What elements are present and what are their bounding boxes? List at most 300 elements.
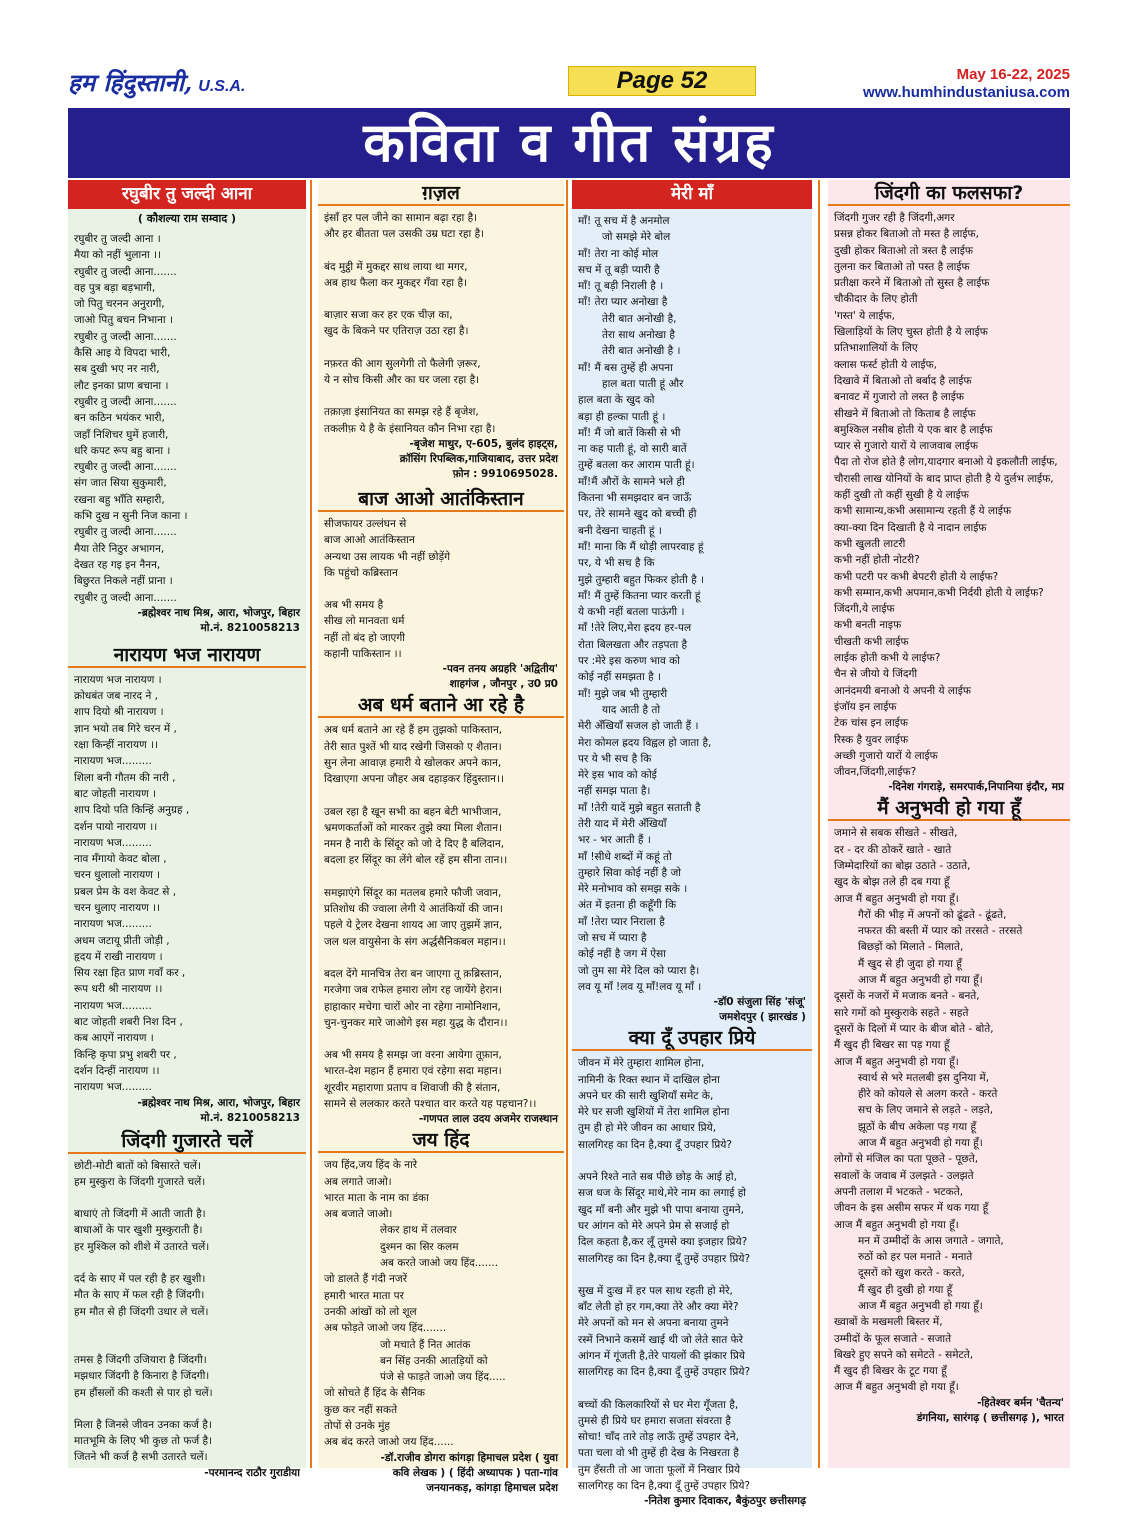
poem-line: जीवन में मेरे तुम्हारा शामिल होना, — [578, 1057, 705, 1070]
poem-line: जय हिंद,जय हिंद के नारे — [324, 1159, 418, 1172]
poem-line: कभी सम्मान,कभी अपमान,कभी निर्दयी होती ये लाईफ? — [834, 586, 1044, 599]
poem-line: बाधाओं के पार खुशी मुस्कुराती है। — [74, 1224, 203, 1237]
poem-line: नारायण भज नारायण । — [74, 673, 162, 686]
poem-line: अब बंद करते जाओ जय हिंद...... — [324, 1436, 454, 1449]
poem-line: नाव मँगायो केवट बोला , — [74, 853, 167, 866]
poem-line: चीखती कभी लाईफ — [834, 635, 909, 648]
poem-line: बाज़ार सजा कर हर एक चीज़ का, — [324, 309, 453, 322]
poem-line: आज मैं बहुत अनुभवी हो गया हूँ। — [834, 892, 959, 905]
poem-line: बिखरे हुए सपने को समेटते - समेटते, — [834, 1348, 974, 1361]
column-4 — [828, 180, 1070, 1468]
poem-line: सीखने में बिताओ तो किताब है लाईफ — [834, 407, 976, 420]
poem-line: शाप दियो पति किन्हिं अनुग्रह , — [74, 804, 190, 817]
poem-line: नहीं तो बंद हो जाएगी — [324, 631, 405, 644]
poem-line: माँ! तू बड़ी निराली है । — [578, 280, 664, 293]
poem-line: मेरा कोमल ह्रदय विह्वल हो जाता है, — [578, 736, 712, 749]
poem-line: खुद के बिकने पर एतिराज़ उठा रहा है। — [324, 325, 469, 338]
poem-anubhavi — [828, 795, 1070, 1425]
poem-line: मेरे अपनों को मन से अपना बनाया तुमने — [578, 1317, 729, 1330]
poem-line: तेरी याद में मेरी अँखियाँ — [578, 817, 667, 830]
poem-line: बिछड़ों को मिलाते - मिलाते, — [858, 941, 964, 954]
poem-line: कहीं दुखी तो कहीं सुखी है ये लाईफ — [834, 489, 969, 502]
poem-line: बदला हर सिंदूर का लेंगे बोल रहें हम सीना तान।। — [324, 854, 508, 867]
poem-line — [324, 869, 560, 885]
poem-line — [578, 1267, 808, 1283]
poem-line: तुम ही हो मेरे जीवन का आधार प्रिये, — [578, 1122, 717, 1135]
poem-line: चरन धुलालो नारायण । — [74, 869, 161, 882]
poem-lines — [68, 668, 306, 1096]
poem-zindagi-gujarate — [68, 1128, 306, 1481]
poem-line: मातभूमि के लिए भी कुछ तो फर्ज है। — [74, 1435, 213, 1448]
poem-line: सुन लेना आवाज़ हमारी ये खोलकर अपने कान, — [324, 756, 502, 769]
poem-line: दूसरों के नजरों में मजाक बनते - बनते, — [834, 990, 980, 1003]
brand-name: हम हिंदुस्तानी, — [68, 68, 193, 97]
poem-line: कितना भी समझदार बन जाऊँ — [578, 492, 692, 505]
poem-line: बमुश्किल नसीब होती ये एक बार है लाईफ — [834, 423, 993, 436]
poem-line: जल थल वायुसेना के संग अर्द्धसैनिकबल महान।। — [324, 935, 506, 948]
poem-line — [324, 581, 560, 597]
column-divider — [310, 180, 312, 1468]
poem-line: जो मचाते हैं नित आतंक — [380, 1338, 471, 1351]
poem-line: सवालों के जवाब में उलझते - उलझते — [834, 1169, 974, 1182]
poem-line: रूप धरी श्री नारायण ।। — [74, 983, 163, 996]
poem-line: मेरी अँखियाँ सजल हो जाती हैं । — [578, 720, 699, 733]
poem-line: शूरवीर महाराणा प्रताप व शिवाजी की है संतान, — [324, 1081, 501, 1094]
poem-line: मेरे घर सजी खुशियों में तेरा शामिल होना — [578, 1106, 730, 1119]
poem-line: रोता बिलखता और तड़पता है — [578, 638, 688, 651]
poem-line — [324, 340, 560, 356]
poem-narayan — [68, 642, 306, 1126]
poem-line: बन सिंह उनकी आतड़ियों को — [380, 1354, 488, 1367]
poem-line: लाईक होती कभी ये लाईफ? — [834, 652, 941, 665]
poem-credit-address: कवि लेखक ) ( हिंदी अध्यापक ) पता-गांव — [392, 1466, 558, 1479]
poem-line: उनकी आंखों को लो शूल — [324, 1305, 417, 1318]
poem-line: बिछुरत निकले नहीं प्राना । — [74, 575, 173, 588]
poem-lines — [318, 206, 564, 437]
poem-line: भर - भर आती हैं । — [578, 834, 651, 847]
poem-credit: -ब्रह्मेश्वर नाथ मिश्र, आरा, भोजपुर, बिहार — [137, 1096, 300, 1109]
poem-line: दर्द के साए में पल रही है हर खुशी। — [74, 1273, 206, 1286]
poem-line: तुम्हारे सिवा कोई नहीं है जो — [578, 866, 681, 879]
poem-line: 'गस्त' ये लाईफ, — [834, 309, 895, 322]
poem-line: अंत में इतना ही कहूँगी कि — [578, 899, 677, 912]
poem-raghubir — [68, 180, 306, 636]
poem-line: तुम हँसती तो आ जाता फूलों में निखार प्रिये — [578, 1463, 741, 1476]
poem-line: भारत-देश महान हैं हमारा एवं रहेगा सदा महान। — [324, 1065, 502, 1078]
poem-line: दुखी होकर बिताओ तो त्रस्त है लाईफ — [834, 244, 973, 257]
poem-title: बाज आओ आतंकिस्तान — [318, 486, 564, 512]
poem-credit: -ब्रह्मेश्वर नाथ मिश्र, आरा, भोजपुर, बिहार — [137, 606, 300, 619]
poem-line: अब भी समय है — [324, 599, 384, 612]
poem-title: अब धर्म बताने आ रहे है — [318, 692, 564, 718]
poem-credit-address: जनयानकड़, कांगड़ा हिमाचल प्रदेश — [426, 1481, 558, 1494]
poem-zindagi-falsafa — [828, 180, 1070, 795]
poem-line: दिखावे में बिताओ तो बर्बाद है लाईफ — [834, 374, 972, 387]
poem-line: सुख में दुःख में हर पल साथ रहती हो मेरे, — [578, 1284, 733, 1297]
poem-lines — [572, 209, 812, 995]
poem-credit: -पवन तनय अग्रहरि 'अद्वितीय' — [442, 663, 558, 676]
poem-line: सारे गमों को मुस्कुराके सहते - सहते — [834, 1006, 969, 1019]
poem-line: आज मैं बहुत अनुभवी हो गया हूँ। — [858, 974, 983, 987]
poem-line — [578, 1153, 808, 1169]
poem-line: अब हाथ फैला कर मुकद्दर गँवा रहा है। — [324, 276, 468, 289]
poem-line: हाहाकार मचेगा चारों ओर ना रहेगा नामोनिशान, — [324, 1000, 501, 1013]
poem-credit: -हितेश्वर बर्मन 'चैतन्य' — [977, 1396, 1064, 1409]
poem-credit: -दिनेश गंगराड़े, समरपार्क,निपानिया इंदौर, मप्र — [888, 781, 1064, 794]
poem-line: मेरे मनोभाव को समझ सके । — [578, 883, 688, 896]
poem-line: चुन-चुनकर मारे जाओगे इस महा युद्ध के दौरान।। — [324, 1016, 508, 1029]
brand-logo — [68, 66, 245, 99]
poem-line: प्रतिभाशालियों के लिए — [834, 342, 918, 355]
page-number-box: Page 52 — [568, 66, 756, 96]
poem-line: बड़ा ही हल्का पाती हूं । — [578, 410, 666, 423]
poem-line: कभी सामान्य,कभी असामान्य रहती हैं ये लाईफ — [834, 505, 1012, 518]
poem-line: ख्वाबों के मखमली बिस्तर में, — [834, 1316, 943, 1329]
poem-line: प्रसन्न होकर बिताओ तो मस्त है लाईफ, — [834, 228, 979, 241]
poem-line: माँ !तेरा प्यार निराला है — [578, 915, 665, 928]
poem-line: स्वार्थ से भरे मतलबी इस दुनिया में, — [858, 1071, 990, 1084]
poem-line: तेरी बात अनोखी है । — [602, 345, 681, 358]
poem-line: क्रोधबंत जब नारद ने , — [74, 690, 158, 703]
poem-line: कभी बनती नाइफ — [834, 619, 902, 632]
poem-line: सालगिरह का दिन है,क्या दूँ तुम्हें उपहार प्रिये? — [578, 1252, 751, 1265]
poem-line: मैं खुद से ही जुदा हो गया हूँ — [858, 957, 962, 970]
poem-line: भारत माता के नाम का डंका — [324, 1191, 429, 1204]
poem-line: नामिनी के रिक्त स्थान में दाखिल होना — [578, 1073, 720, 1086]
poem-line: सालगिरह का दिन है,क्या दूँ तुम्हें उपहार प्रिये? — [578, 1366, 751, 1379]
poem-line: रघुबीर तु जल्दी आना....... — [74, 461, 177, 474]
masthead — [68, 64, 1070, 102]
poem-line: माँ! मुझे जब भी तुम्हारी — [578, 687, 668, 700]
poem-line: नफ़रत की आग सुलगेगी तो फैलेगी ज़रूर, — [324, 357, 481, 370]
poem-lines — [572, 1051, 812, 1494]
column-3 — [572, 180, 812, 1508]
poem-line: तमस है जिंदगी उजियारा है जिंदगी। — [74, 1353, 207, 1366]
poem-jai-hind — [318, 1127, 564, 1495]
poem-line: रुठों को हर पल मनाते - मनाते — [858, 1251, 973, 1264]
poem-line: अधम जटायू प्रीती जोड़ी , — [74, 934, 170, 947]
poem-line: रस्में निभाने कसमें खाई थी जो लेते सात फेरे — [578, 1333, 743, 1346]
poem-line: माँ! मैं बस तुम्हें ही अपना — [578, 361, 673, 374]
poem-line: हम हौंसलों की कश्ती से पार हो चलें। — [74, 1386, 213, 1399]
poem-line: पंजे से फाड़ते जाओ जय हिंद..... — [380, 1371, 506, 1384]
poem-line: जो सच में प्यारा है — [578, 932, 647, 945]
poem-line: बाट जोहती नारायण । — [74, 787, 157, 800]
poem-line: अब लगाते जाओ। — [324, 1175, 392, 1188]
poem-line: हाल बता पाती हूं और — [602, 377, 684, 390]
poem-line: पर, तेरे सामने खुद को बच्ची ही — [578, 508, 697, 521]
poem-credit: -नितेश कुमार दिवाकर, बैकुंठपुर छत्तीसगढ़ — [644, 1495, 806, 1508]
poem-line: दूसरों को खुश करते - करते, — [858, 1267, 965, 1280]
poem-line: आनंदमयी बनाओ ये अपनी ये लाईफ — [834, 684, 971, 697]
poem-line: क्या-क्या दिन दिखाती है ये नादान लाईफ — [834, 521, 987, 534]
poem-credit: -डॉ.राजीव डोगरा कांगड़ा हिमाचल प्रदेश ( युवा — [380, 1451, 558, 1464]
poem-credit: -बृजेश माथुर, ए-605, बुलंद हाइट्स, — [409, 437, 558, 450]
poem-line: अब करते जाओ जय हिंद....... — [380, 1257, 499, 1270]
poem-baaj-aao — [318, 486, 564, 692]
poem-lines — [828, 206, 1070, 780]
poem-credit-phone: फ़ोन : 9910695028. — [452, 467, 558, 480]
poem-line: तेरा साथ अनोखा है — [602, 329, 675, 342]
issue-date: May 16-22, 2025 — [956, 66, 1070, 83]
poem-kya-doon-uphaar — [572, 1025, 812, 1509]
poem-line: माँ! माना कि मैं थोड़ी लापरवाह हूं — [578, 540, 704, 553]
poem-line: तुलना कर बिताओ तो पस्त है लाईफ — [834, 260, 970, 273]
poem-line: माँ! तू सच में है अनमोल — [578, 215, 670, 227]
poem-line: माँ! तेरा प्यार अनोखा है — [578, 296, 668, 309]
poem-line: इंजॉय इन लाईफ — [834, 700, 897, 713]
poem-line: बंद मुट्ठी में मुकद्दर साथ लाया था मगर, — [324, 260, 468, 273]
poem-line: मेरे इस भाव को कोई — [578, 769, 657, 782]
poem-line: सालगिरह का दिन है,क्या दूँ तुम्हें उपहार प्रिये? — [578, 1480, 751, 1493]
poem-line: अब फोड़ते जाओ जय हिंद....... — [324, 1322, 447, 1335]
poem-line — [324, 1031, 560, 1047]
poem-line: बाज आओ आतंकिस्तान — [324, 534, 415, 547]
poem-line: प्यार से गुजारो यारों ये लाजवाब लाईफ — [834, 440, 979, 453]
poem-line: शिला बनी गौतम की नारी , — [74, 771, 176, 784]
poem-line: कभी नहीं होती नोटरी? — [834, 554, 920, 567]
poem-line: रक्षा किन्हीं नारायण ।। — [74, 739, 158, 752]
poem-line: मैया को नहीं भुलाना ।। — [74, 249, 162, 262]
poem-line: कभी खुलती लाटरी — [834, 537, 906, 550]
poem-line: लौट इनका प्राण बचाना । — [74, 379, 169, 392]
poem-line: बाट जोहती शबरी निश दिन , — [74, 1016, 183, 1029]
poem-line: सच के लिए जमाने से लड़ते - लड़ते, — [858, 1104, 994, 1117]
poem-line — [324, 291, 560, 307]
poem-line: सामने से ललकार करते पश्चात वार करते यह पहचान?।। — [324, 1097, 537, 1110]
poem-title: जय हिंद — [318, 1127, 564, 1153]
poem-line: तक़ाज़ा इंसानियत का समझ रहे हैं बृजेश, — [324, 406, 479, 419]
poem-title: मैं अनुभवी हो गया हूँ — [828, 795, 1070, 821]
poem-line — [74, 1401, 302, 1417]
poem-line: रिस्क है युवर लाईफ — [834, 733, 909, 746]
poem-line: मुझे तुम्हारी बहुत फिकर होती है । — [578, 573, 704, 586]
poem-line: शाप दियो श्री नारायण । — [74, 706, 164, 719]
poem-line: हाल बता के खुद को — [578, 394, 655, 407]
poem-title: मेरी माँ — [572, 180, 812, 209]
poem-line: चौकीदार के लिए होती — [834, 293, 918, 306]
poem-line: तोपों से उनके मुंह — [324, 1420, 390, 1433]
poem-line: पता चला वो भी तुम्हें ही देख के निखरता है — [578, 1447, 739, 1460]
section-banner — [68, 108, 1070, 178]
poem-line — [74, 1190, 302, 1206]
poem-line: कैसि आइ ये विपदा भारी, — [74, 347, 171, 360]
poem-credit-address: शाहगंज , जौनपुर , उ0 प्र0 — [449, 678, 558, 691]
poem-title: जिंदगी गुजारते चलें — [68, 1128, 306, 1154]
poem-meri-maa — [572, 180, 812, 1025]
poem-line: सब दुखी भए नर नारी, — [74, 363, 160, 376]
poem-line: कुछ कर नहीं सकते — [324, 1403, 398, 1416]
poem-line: माँ !तेरी यादें मुझे बहुत सताती है — [578, 801, 701, 814]
column-1 — [68, 180, 306, 1479]
poem-line: पर ये भी सच है कि — [578, 752, 652, 765]
poem-line: कभी पटरी पर कभी बेपटरी होती ये लाईफ? — [834, 570, 999, 583]
poem-lines — [68, 1154, 306, 1466]
poem-line — [324, 788, 560, 804]
poem-line — [74, 1255, 302, 1271]
poem-line: नहीं समझ पाता है। — [578, 785, 651, 798]
poem-line: सच में तू बड़ी प्यारी है — [578, 263, 660, 276]
poem-line: सज धज के सिंदूर माथे,मेरे नाम का लगाई हो — [578, 1187, 747, 1200]
poem-line: सीजफायर उल्लंघन से — [324, 517, 407, 530]
poem-line: रघुबीर तु जल्दी आना....... — [74, 265, 177, 278]
poem-line: भ्रमणकर्ताओं को मारकर तुझे क्या मिला शैतान। — [324, 821, 503, 834]
poem-line — [74, 1320, 302, 1336]
poem-dharm-batane — [318, 692, 564, 1127]
poem-line: माँ !सीधे शब्दों में कहूं तो — [578, 850, 672, 863]
poem-credit-address: जमशेदपुर ( झारखंड ) — [719, 1011, 806, 1024]
poem-line: खुद माँ बनी और मुझे भी पापा बनाया तुमने, — [578, 1203, 744, 1216]
poem-subtitle: ( कौशल्या राम सम्वाद ) — [137, 212, 237, 225]
poem-line: तुम्हें बतला कर आराम पाती हूं। — [578, 459, 695, 472]
poem-line: घर आंगन को मेरे अपने प्रेम से सजाई हो — [578, 1219, 730, 1232]
poem-line: गरजेगा जब राफेल हमारा लोग रह जायेंगे हेरान। — [324, 984, 503, 997]
poem-line: सोचा! चाँद तारे तोड़ लाऊँ तुम्हें उपहार देने, — [578, 1431, 739, 1444]
poem-line: खिलाड़ियों के लिए चुस्त होती है ये लाईफ — [834, 326, 988, 339]
poem-line: मिला है जिनसे जीवन उनका कर्ज है। — [74, 1418, 212, 1431]
poem-line: सालगिरह का दिन है,क्या दूँ उपहार प्रिये? — [578, 1138, 732, 1151]
poem-line: नमन है नारी के सिंदूर को जो दे दिए है बलिदान, — [324, 838, 505, 851]
poem-line: दुश्मन का सिर कलम — [380, 1240, 459, 1253]
poem-line: संग जात सिया सुकुमारी, — [74, 477, 167, 490]
poem-line: जो सोचते हैं हिंद के सैनिक — [324, 1387, 425, 1400]
poem-line: ज्ञान भयो तब गिरे चरन में , — [74, 722, 177, 735]
poem-line: बाँट लेती हो हर गम,क्या तेरे और क्या मेरे? — [578, 1301, 739, 1314]
poem-line: तेरी सात पुश्तें भी याद रखेगी जिसको ए शैतान। — [324, 740, 502, 753]
poem-line: गैरों की भीड़ में अपनों को ढूंढते - ढूंढते, — [858, 908, 1007, 921]
poem-line: चरन धुलाए नारायण ।। — [74, 901, 161, 914]
poem-line: नारायण भज......... — [74, 755, 152, 768]
poem-line: जिम्मेदारियों का बोझ उठाते - उठाते, — [834, 859, 971, 872]
poem-line: हमारी भारत माता पर — [324, 1289, 404, 1302]
poem-line: पर :मेरे इस करुण भाव को — [578, 655, 680, 668]
poem-line: कोई नहीं है जग में ऐसा — [578, 948, 666, 961]
poem-line: लेकर हाथ में तलवार — [380, 1224, 457, 1237]
poem-line: नारायण भज......... — [74, 918, 152, 931]
poem-line: कि पहुंचो कब्रिस्तान — [324, 566, 398, 579]
poem-credit: -गणपत लाल उदय अजमेर राजस्थान — [418, 1113, 558, 1126]
poem-line: प्रतीक्षा करने में बिताओ तो सुस्त है लाईफ — [834, 277, 990, 290]
poem-credit: -परमानन्द राठौर गुराडीया — [204, 1466, 300, 1479]
poem-line: आंगन में गूंजती है,तेरे पायलों की झंकार प्रिये — [578, 1350, 745, 1362]
poem-line: बनी देखना चाहती हूं । — [578, 524, 662, 537]
poem-line: वह पुत्र बड़ा बड़भागी, — [74, 281, 156, 294]
poem-line: रघुबीर तु जल्दी आना । — [74, 233, 161, 245]
poem-line: हृदय में राखी नारायण । — [74, 950, 163, 963]
poem-line: मैं खुद ही बिखर के टूट गया हूँ — [834, 1365, 947, 1378]
poem-line: अच्छी गुजारो यारों ये लाईफ — [834, 749, 938, 762]
poem-line: बनावट में गुजारो तो लस्त है लाईफ — [834, 391, 964, 404]
poem-line: उबल रहा है खून सभी का बहन बेटी भाभीजान, — [324, 805, 502, 818]
poem-line: दर्शन पायो नारायण ।। — [74, 820, 158, 833]
poem-line: बाधाएं तो जिंदगी में आती जाती है। — [74, 1208, 206, 1221]
poem-title: जिंदगी का फलसफा? — [828, 180, 1070, 206]
poem-line: लोगों से मंजिल का पता पूछते - पूछते, — [834, 1153, 979, 1166]
poem-line: हीरे को कोयले से अलग करते - करते — [858, 1088, 998, 1101]
poem-line: मझधार जिंदगी है किनारा है जिंदगी। — [74, 1370, 210, 1383]
poem-line: उम्मीदों के फूल सजाते - सजाते — [834, 1332, 952, 1345]
poem-line: जो समझे मेरे बोल — [602, 231, 671, 244]
poem-line — [324, 950, 560, 966]
poem-line: ये कभी नहीं बतला पाऊंगी । — [578, 606, 685, 619]
poem-line: जीवन,जिंदगी,लाईफ? — [834, 766, 917, 779]
poem-title: ग़ज़ल — [318, 180, 564, 206]
poem-lines — [828, 821, 1070, 1395]
poem-line: कोई नहीं समझता है । — [578, 671, 661, 684]
poem-line: कब आएगें नारायण । — [74, 1032, 154, 1045]
poem-line: लव यू माँ !लव यू माँ!लव यू माँ । — [578, 980, 702, 993]
poem-line: अन्यथा उस लायक भी नहीं छोड़ेंगे — [324, 550, 451, 563]
poem-lines — [318, 1153, 564, 1450]
poem-line: छोटी-मोटी बातों को बिसारते चलें। — [74, 1159, 202, 1172]
poem-line: आज मैं बहुत अनुभवी हो गया हूँ। — [858, 1300, 983, 1312]
poem-line: मौत के साए में फल रही है जिंदगी। — [74, 1289, 205, 1302]
website-link[interactable]: www.humhindustaniusa.com — [863, 84, 1070, 101]
poem-line: मैं खुद ही दुखी हो गया हूँ — [858, 1283, 953, 1296]
poem-line: माँ!मैं औरों के सामने भले ही — [578, 475, 685, 488]
poem-line: याद आती है तो — [602, 703, 661, 716]
poem-line: बन कठिन भयंकर भारी, — [74, 412, 165, 425]
poem-line: हर मुश्किल को शीशे में उतारते चलें। — [74, 1240, 210, 1253]
poem-line: चौरासी लाख योनियों के बाद प्राप्त होती है ये दुर्लभ लाईफ, — [834, 472, 1054, 485]
poem-line: मैं खुद ही बिखर सा पड़ गया हूँ — [834, 1039, 950, 1052]
poem-line: नारायण भज......... — [74, 836, 152, 849]
poem-line — [324, 243, 560, 259]
poem-line: धरि कपट रूप बहु बाना । — [74, 444, 171, 457]
poem-line: मैया तेरि निठुर अभागन, — [74, 542, 165, 555]
poem-line: प्रतिशोध की ज्वाला लेगी ये आतंकियों की जान। — [324, 903, 503, 916]
poem-credit-address: क्रॉसिंग रिपब्लिक,गाजियाबाद, उत्तर प्रदेश — [399, 452, 558, 465]
poem-line: अब बजाते जाओ। — [324, 1208, 393, 1221]
poem-line: दिखाएगा अपना जौहर अब दहाड़कर हिंदुस्तान।। — [324, 773, 504, 786]
poem-credit-phone: मो.नं. 8210058213 — [200, 621, 300, 634]
poem-line: पर, ये भी सच है कि — [578, 557, 655, 570]
poem-line: अपने रिश्ते नाते सब पीछे छोड़ के आई हो, — [578, 1171, 737, 1184]
column-divider — [566, 180, 568, 1468]
poem-line: अपनी तलाश में भटकते - भटकते, — [834, 1185, 964, 1198]
poem-line: खुद के बोझ तले ही दब गया हूँ — [834, 876, 950, 889]
poem-line: कभि दुख न सुनी निज काना । — [74, 510, 188, 523]
brand-suffix: U.S.A. — [198, 78, 246, 95]
poem-credit-phone: मो.नं. 8210058213 — [200, 1111, 300, 1124]
poem-line: दूसरों के दिलों में प्यार के बीज बोते - बोते, — [834, 1022, 994, 1035]
poem-line: तेरी बात अनोखी है, — [602, 312, 677, 325]
poem-line: माँ! मैं तुम्हें कितना प्यार करती हूं — [578, 589, 701, 602]
poem-line: नारायण भज......... — [74, 1081, 152, 1094]
poem-line: हम मुस्कुरा के जिंदगी गुजारते चलें। — [74, 1175, 206, 1188]
poem-ghazal — [318, 180, 564, 482]
poem-line: ना कह पाती हूं, वो सारी बातें — [578, 443, 687, 456]
poem-title: क्या दूँ उपहार प्रिये — [572, 1025, 812, 1051]
poem-line: देखत रह गइ इन नैनन, — [74, 558, 161, 571]
poem-line: जितने भी कर्ज है सभी उतारते चलें। — [74, 1451, 208, 1464]
poem-line: किन्हि कृपा प्रभु शबरी पर , — [74, 1048, 177, 1061]
poem-line: बच्चों की किलकारियों से घर मेरा गूँजता है, — [578, 1398, 739, 1411]
poem-line: हम मौत से ही जिंदगी उधार ले चलें। — [74, 1305, 209, 1318]
poem-line: अब भी समय है समझ जा वरना आयेगा तूफ़ान, — [324, 1049, 502, 1062]
poem-line: नारायण भज......... — [74, 999, 152, 1012]
poem-line — [74, 1336, 302, 1352]
poem-line: आज मैं बहुत अनुभवी हो गया हूँ। — [834, 1218, 959, 1231]
poem-lines — [318, 512, 564, 662]
poem-line: ये न सोच किसी और का घर जला रहा है। — [324, 374, 480, 387]
poem-title: नारायण भज नारायण — [68, 642, 306, 668]
poem-line: क्लास फर्स्ट होती ये लाईफ, — [834, 358, 937, 371]
poem-line: इंसाँ हर पल जीने का सामान बढ़ा रहा है। — [324, 212, 478, 224]
poem-line — [324, 388, 560, 404]
poem-line: कहानी पाकिस्तान ।। — [324, 648, 402, 661]
poem-line: चैन से जीयो ये जिंदगी — [834, 668, 918, 681]
